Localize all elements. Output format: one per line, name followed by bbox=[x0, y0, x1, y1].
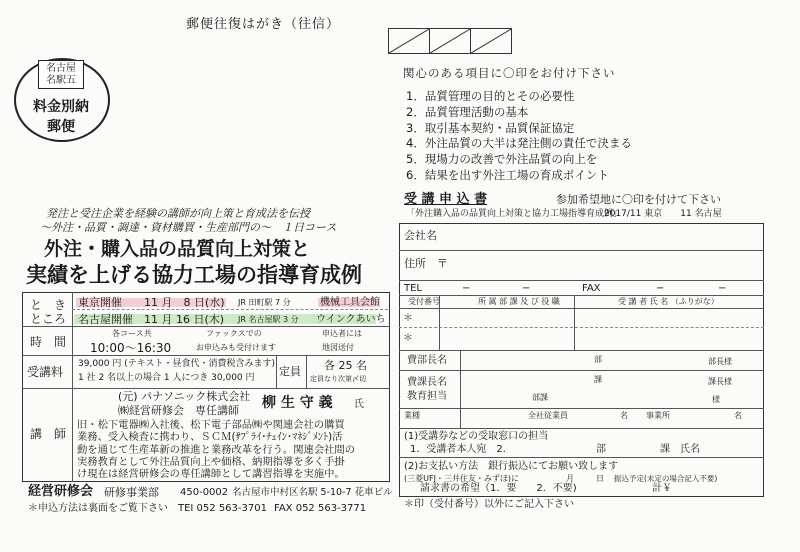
expense-label: 費部長名 bbox=[407, 355, 447, 366]
company-field[interactable] bbox=[445, 226, 760, 248]
label-when: と き bbox=[30, 298, 67, 312]
fax-dash: − bbox=[718, 283, 727, 294]
time-fax-note2: お申込みも受付けます bbox=[196, 343, 276, 352]
capacity: 各 25 名 bbox=[324, 359, 367, 372]
address-label: 住所 〒 bbox=[404, 257, 448, 270]
organizer-postal: 450-0002 bbox=[180, 487, 229, 498]
tokyo-venue: 機械工具会館 bbox=[320, 297, 380, 308]
payment-month: 月 bbox=[566, 474, 574, 483]
invoice-request: 請求書の希望（1．要 2．不要) bbox=[420, 483, 577, 494]
interests-heading: 関心のある項目に〇印をお付け下さい bbox=[403, 66, 616, 80]
interest-item: 3．取引基本契約・品質保証協定 bbox=[406, 120, 575, 135]
receipt-star: ＊ bbox=[403, 333, 413, 344]
edu-label2: 教育担当 bbox=[407, 391, 447, 402]
dept-suffix: 部 bbox=[594, 355, 602, 364]
postcard-title: 郵便往復はがき（往信） bbox=[186, 17, 341, 32]
industry-label: 業種 bbox=[404, 411, 420, 420]
label-fee: 受講料 bbox=[27, 365, 64, 379]
seminar-promo: 発注と受注企業を経験の講師が向上策と育成法を伝授 bbox=[46, 207, 310, 220]
time-value: 10:00〜16:30 bbox=[90, 341, 172, 355]
count-suffix: 名 bbox=[620, 411, 628, 420]
company-label: 会社名 bbox=[404, 229, 437, 242]
lecturer-title: ㈱経営研修会 専任講師 bbox=[118, 404, 239, 417]
fee-line2: 1 社 2 名以上の場合 1 人につき 30,000 円 bbox=[78, 373, 255, 383]
interest-item: 6．結果を出す外注工場の育成ポイント bbox=[406, 167, 609, 182]
nagoya-venue: ウインクあいち bbox=[316, 314, 386, 325]
edu-label: 費課長名 bbox=[407, 377, 447, 388]
form-footer-note: ＊印（受付番号）以外にご記入下さい bbox=[404, 499, 574, 510]
ticket-heading: (1)受講券などの受取窓口の担当 bbox=[404, 431, 549, 442]
employees-label: 全社従業員 bbox=[528, 411, 568, 420]
time-fax-note: ファックスでの bbox=[206, 329, 262, 338]
postage-stamp-location: 名古屋 名駅五 bbox=[38, 60, 84, 89]
seminar-promo-sub: 〜外注・品質・調達・資材購買・生産部門の〜 １日コース bbox=[40, 221, 337, 234]
manager-suffix: 部長様 bbox=[708, 357, 732, 366]
tel-dash: − bbox=[462, 283, 471, 294]
form-course-name: 「外注購入品の品質向上対策と協力工場指導育成例」 bbox=[406, 209, 623, 219]
postage-stamp-sub: 郵便 bbox=[47, 119, 75, 135]
organizer-tel: TEI 052 563-3701 bbox=[178, 503, 267, 514]
ticket-option: 1．受講者本人宛 2． bbox=[410, 444, 513, 455]
venue-note: 参加希望地に〇印を付けて下さい bbox=[556, 193, 721, 206]
seminar-title-line2: 実績を上げる協力工場の指導育成例 bbox=[26, 263, 362, 287]
lecturer-name: 柳 生 守 義 bbox=[262, 395, 333, 411]
label-where: ところ bbox=[30, 312, 67, 326]
organizer-name: 経営研修会 bbox=[28, 484, 94, 499]
form-title: 受 講 申 込 書 bbox=[404, 192, 488, 207]
lecturer-org: (元) パナソニック株式会社 bbox=[118, 390, 251, 403]
tokyo-access: JR 田町駅 7 分 bbox=[238, 298, 291, 307]
organizer-address: 名古屋市中村区名駅 5-10-7 花車ビル bbox=[232, 487, 393, 498]
tokyo-date: 東京開催 11 月 8 日(水) bbox=[78, 296, 225, 309]
label-time: 時 間 bbox=[30, 335, 67, 349]
time-map-note2: 地図送付 bbox=[322, 343, 354, 352]
time-note: 各コース共 bbox=[112, 329, 152, 338]
time-map-note: 申込者には bbox=[322, 329, 362, 338]
postage-stamp-main: 料金別納 bbox=[33, 99, 89, 115]
tel-dash: − bbox=[522, 283, 531, 294]
postal-code-boxes bbox=[388, 28, 512, 54]
organizer-fax: FAX 052 563-3771 bbox=[274, 503, 367, 514]
honorific: 様 bbox=[712, 395, 720, 404]
nagoya-access: JR 名古屋駅 3 分 bbox=[238, 315, 299, 324]
col-dept: 所 属 部 課 及 び 役 職 bbox=[478, 297, 560, 306]
apply-note: ＊申込方法は裏面をご覧下さい bbox=[28, 503, 168, 514]
seminar-title-line1: 外注・購入品の品質向上対策と bbox=[44, 238, 311, 260]
address-field[interactable] bbox=[445, 254, 760, 278]
interest-item: 1．品質管理の目的とその必要性 bbox=[406, 89, 575, 103]
fee-line1: 39,000 円 (テキスト・昼食代・消費税含みます) bbox=[78, 359, 276, 369]
payment-heading: (2)お支払い方法 銀行振込にてお願い致します bbox=[404, 461, 619, 472]
interests-list bbox=[406, 89, 632, 184]
payment-banks: (三菱UFJ・三井住友・みずほ)に bbox=[404, 474, 520, 483]
lecturer-bio: 旧・松下電器㈱入社後、松下電子部品㈱や関連会社の購買 業務、受入検査に携わり、ＳＣＭ(ｻﾌﾟﾗｲ･ﾁｪｲﾝ･ﾏﾈｼﾞﾒﾝﾄ)活 動を通じて生産革新の推進と業務改革を行う。関連会社間の 実務教育として外注品質向上や価格、納期指導を多く手掛 け現在は経営研修会の専任講師として講習指導を実施中。 bbox=[77, 419, 356, 481]
interest-item: 4．外注品質の大半は発注側の責任で決まる bbox=[406, 136, 632, 151]
ticket-dept: 部 bbox=[596, 444, 606, 455]
office-label: 事業所 bbox=[646, 411, 670, 420]
fax-label: FAX bbox=[582, 283, 601, 294]
interest-item: 2．品質管理活動の基本 bbox=[406, 104, 529, 119]
nagoya-date: 名古屋開催 11 月 16 日(木) bbox=[78, 313, 225, 326]
payment-day: 日 bbox=[596, 474, 604, 483]
label-lecturer: 講 師 bbox=[30, 427, 67, 441]
tel-label: TEL bbox=[404, 283, 422, 294]
interest-item: 5．現場力の改善で外注品質の向上を bbox=[406, 152, 598, 167]
label-capacity: 定員 bbox=[279, 365, 301, 378]
count-suffix: 名 bbox=[734, 411, 742, 420]
receipt-star: ＊ bbox=[403, 313, 413, 324]
fax-dash: − bbox=[656, 283, 665, 294]
section-suffix: 課 bbox=[594, 375, 602, 384]
col-receipt: 受付番号 bbox=[408, 297, 440, 306]
form-dates: 2017/11 東京 11 名古屋 bbox=[604, 209, 722, 219]
bu-ka-suffix: 部課 bbox=[532, 393, 548, 402]
payment-note: 振込予定(未定の場合記入不要) bbox=[614, 474, 718, 483]
chief-suffix: 課長様 bbox=[708, 377, 732, 386]
organizer-dept: 研修事業部 bbox=[104, 486, 159, 499]
col-name: 受 講 者 氏 名 （ふりがな） bbox=[618, 297, 719, 306]
ticket-name: 課 氏名 bbox=[660, 444, 700, 455]
total-amount: 計￥ bbox=[652, 483, 672, 494]
lecturer-suffix: 氏 bbox=[354, 399, 364, 410]
capacity-note: 定員なり次第〆切 bbox=[310, 375, 366, 383]
